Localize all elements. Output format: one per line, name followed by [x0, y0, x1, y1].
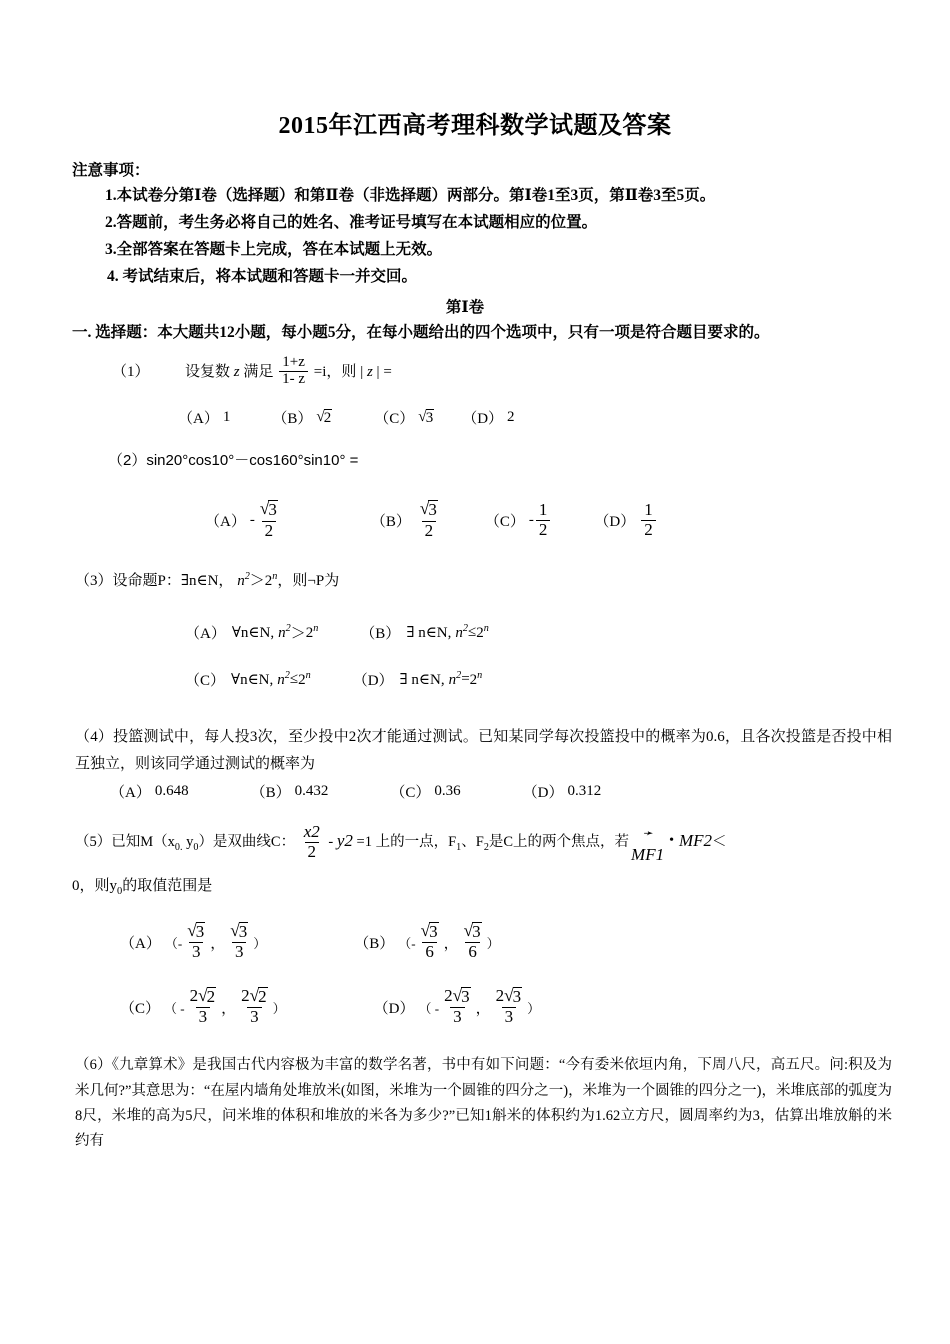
- question-1-variable: z: [233, 363, 240, 380]
- option-fraction: $\frac{1}{2}$: [641, 501, 656, 539]
- radical-glyph: √: [452, 986, 463, 1006]
- question-1-stem-mid: 满足: [243, 363, 274, 380]
- option-2-b[interactable]: （B） √ 3 2: [371, 501, 443, 540]
- question-5-stem: （5）已知$M(x_{0.}$ $y_0$）是双曲线C： $\frac{x2}{2}$ - y2 =1 上的一点，$F_1$、$F_2$是C上的两个焦点，若 ➛ MF1• MF2＜: [75, 824, 950, 862]
- question-6-stem: （6）《九章算术》是我国古代内容极为丰富的数学名著，书中有如下问题：“今有委米依垣内角，下周八尺，高五尺。问:积及为米几何?”其意思为：“在屋内墙角处堆放米(如图，米堆为一个圆锥的四分之一)，米堆为一个圆锥的四分之一)，米堆底部的弧度为8尺，米堆的高为5尺，问米堆的体积和堆放的米各为多少?”已知1斛米的体积约为1.62立方尺，圆周率约为3，估算出堆放斛的米约有: [75, 1057, 892, 1149]
- option-3-c[interactable]: （C） ∀n∈N, $n^2$ ≤ 2$^n$: [185, 669, 311, 689]
- question-5-stem-line2: 0，则$y_0$的取值范围是: [72, 877, 213, 897]
- option-1-d[interactable]: （D） 2: [462, 409, 515, 428]
- notice-item-2: 2.答题前，考生务必将自己的姓名、准考证号填写在本试题相应的位置。: [105, 214, 598, 232]
- option-2-c[interactable]: （C） - $\frac{1}{2}$: [485, 502, 553, 540]
- page-title: 2015年江西高考理科数学试题及答案: [278, 113, 672, 139]
- question-4-stem: （4）投篮测试中，每人投3次，至少投中2次才能通过测试。已知某同学每次投篮投中的概率为0.6，且各次投篮是否投中相互独立，则该同学通过测试的概率为: [75, 728, 892, 772]
- radical-glyph: √: [316, 408, 325, 426]
- question-4-options: [110, 781, 950, 802]
- question-3-options-row-1: [185, 622, 950, 643]
- radical-glyph: √: [187, 920, 197, 940]
- radical-glyph: √: [504, 986, 514, 1006]
- question-3-options-row-2: [185, 669, 950, 690]
- notice-item-1: 1.本试卷分第Ⅰ卷（选择题）和第Ⅱ卷（非选择题）两部分。第Ⅰ卷1至3页，第Ⅱ卷3至5页。: [105, 187, 716, 204]
- option-5-c[interactable]: （C） （ - 2 √ 2 3 ， 2 √ 2 3 ）: [120, 986, 286, 1027]
- sqrt-icon: √ 2: [316, 408, 332, 427]
- option-4-b[interactable]: （B） 0.432: [250, 783, 329, 802]
- option-4-c[interactable]: （C） 0.36: [390, 783, 461, 802]
- paper-part-label: 第Ⅰ卷: [445, 298, 485, 316]
- vector-mf1: ➛ MF1: [631, 826, 665, 865]
- question-3-stem: （3）设命题P：∃n∈N， $n^2>2^n$，则¬P为: [75, 570, 340, 589]
- notice-heading: 注意事项：: [72, 162, 150, 179]
- question-1-options: [178, 407, 950, 428]
- vector-mf2: MF2: [679, 831, 713, 851]
- minus-sign: -: [528, 512, 534, 529]
- question-5-options-row-2: [120, 988, 950, 1027]
- sqrt-icon: √ 3: [418, 408, 434, 427]
- vector-arrow-icon: ➛: [642, 826, 653, 841]
- option-4-a[interactable]: （A） 0.648: [110, 783, 189, 802]
- question-1-stem: [112, 353, 950, 390]
- question-5-options-row-1: [120, 920, 950, 962]
- fraction-denominator: 1- z: [279, 371, 308, 388]
- option-2-d[interactable]: （D） $\frac{1}{2}$: [594, 502, 657, 540]
- option-1-b[interactable]: （B） √ 2: [272, 408, 332, 428]
- option-3-a[interactable]: （A） ∀n∈N, $n^2$ ＞ 2$^n$: [185, 622, 319, 642]
- question-1-number: （1）: [112, 363, 150, 380]
- minus-sign: -: [249, 512, 255, 529]
- question-1-stem-end: =: [383, 363, 392, 380]
- radical-glyph: √: [230, 920, 240, 940]
- abs-bar-open: |: [360, 363, 364, 380]
- option-1-c[interactable]: （C） √ 3: [374, 408, 434, 428]
- notice-item-3: 3.全部答案在答题卡上完成，答在本试题上无效。: [105, 241, 443, 259]
- option-1-a[interactable]: （A） 1: [178, 409, 231, 428]
- radical-glyph: √: [420, 920, 431, 940]
- question-2-expression: sin20°cos10°－cos160°sin10° =: [146, 452, 359, 470]
- question-3-number: （3）: [75, 572, 113, 589]
- option-3-d[interactable]: （D） ∃ n∈N, $n^2$ = 2$^n$: [352, 669, 483, 689]
- radical-glyph: √: [463, 920, 474, 940]
- option-5-a[interactable]: （A） （- √ 3 3 ， √ 3 3 ）: [120, 920, 267, 962]
- fraction-numerator: 1+z: [282, 353, 305, 370]
- option-3-b[interactable]: （B） ∃ n∈N, $n^2$ ≤ 2$^n$: [360, 622, 489, 642]
- option-fraction: √ 3 2: [419, 499, 437, 540]
- option-2-a[interactable]: （A） - √ 3 2: [205, 501, 283, 540]
- radical-glyph: √: [418, 408, 427, 426]
- question-2-options: [205, 501, 950, 540]
- radical-glyph: √: [259, 499, 270, 519]
- hyperbola-fraction: $\frac{x2}{2}$: [303, 822, 320, 862]
- dot-product-icon: •: [669, 833, 674, 849]
- question-1-stem-after: =i，则: [313, 363, 357, 380]
- question-2-number: （2）: [108, 452, 147, 470]
- abs-variable: z: [366, 363, 373, 380]
- section-heading: 一. 选择题：本大题共12小题，每小题5分，在每小题给出的四个选项中，只有一项是符合题目要求的。: [72, 323, 770, 341]
- radical-glyph: √: [249, 986, 260, 1006]
- radical-glyph: √: [198, 986, 208, 1006]
- option-5-d[interactable]: （D） （ - 2 √ 3 3 ， 2 √ 3 3 ）: [373, 986, 541, 1027]
- option-5-b[interactable]: （B） （- √ 3 6 ， √ 3 6 ）: [354, 920, 500, 962]
- question-1-stem-before: 设复数: [185, 363, 231, 380]
- option-fraction: $\frac{1}{2}$: [536, 501, 551, 539]
- question-3-expr: $n^2$: [237, 570, 250, 589]
- abs-bar-close: |: [376, 363, 380, 380]
- option-fraction: √ 3 2: [259, 499, 277, 540]
- question-2-stem: [108, 446, 950, 475]
- notice-item-4: 4. 考试结束后，将本试题和答题卡一并交回。: [107, 268, 418, 286]
- option-4-d[interactable]: （D） 0.312: [522, 783, 602, 802]
- radical-glyph: √: [419, 499, 430, 519]
- question-1-fraction: [279, 355, 308, 389]
